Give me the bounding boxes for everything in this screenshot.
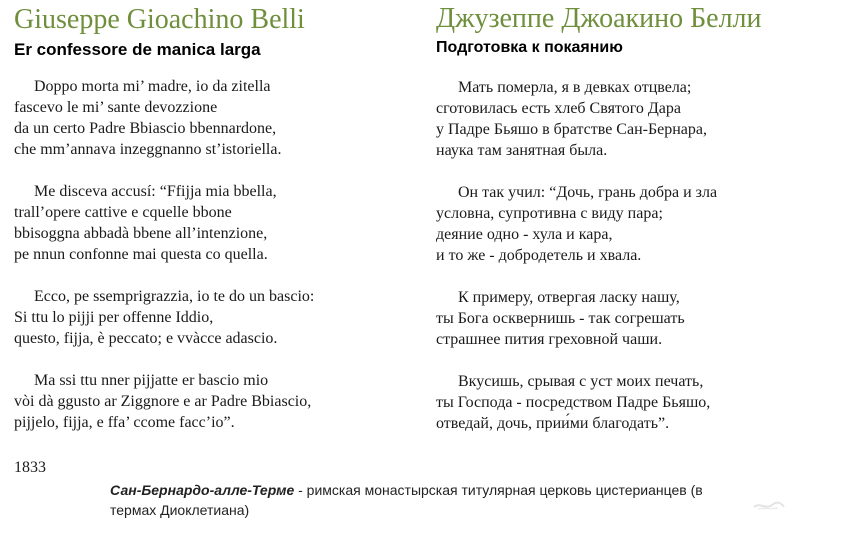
poem-line: Ma ssi ttu nner pijjatte er bascio mio — [34, 372, 269, 389]
italian-stanza-1 — [14, 76, 424, 160]
russian-stanza-4 — [436, 371, 842, 434]
italian-poet-name: Giuseppe Gioachino Belli — [14, 4, 305, 35]
poem-line: Мать померла, я в девках отцвела; — [458, 79, 692, 96]
poem-line: che mm’annava inzeggnanno st’istoriella. — [14, 141, 282, 158]
poem-line: vòi dà ggusto ar Ziggnore e ar Padre Bbiascio, — [14, 393, 312, 410]
poem-line: наука там занятная была. — [436, 142, 608, 159]
poem-line: trall’opere cattive e cquelle bbone — [14, 204, 232, 221]
footnote-term: Сан-Бернардо-алле-Терме — [110, 482, 295, 498]
poem-line: pijjelo, fijja, e ffa’ ccome facc’io”. — [14, 414, 235, 431]
footnote-text: - римская монастырская титулярная церковь цистерианцев (в термах Диоклетиана) — [110, 482, 703, 518]
russian-poem-title: Подготовка к покаянию — [436, 39, 623, 56]
poem-line: страшнее пития греховной чаши. — [436, 331, 663, 348]
poem-line: Вкусишь, срывая с уст моих печать, — [458, 373, 704, 390]
italian-column — [14, 0, 424, 433]
poem-line: деяние одно - хула и кара, — [436, 226, 613, 243]
russian-column — [436, 0, 842, 434]
poem-line: К примеру, отвергая ласку нашу, — [458, 289, 680, 306]
russian-stanza-3 — [436, 287, 842, 350]
poem-line: отведай, дочь, прии́ми благодать”. — [436, 415, 670, 432]
poem-line: у Падре Бьяшо в братстве Сан-Бернара, — [436, 121, 708, 138]
poem-line: Si ttu lo pijji per offenne Iddio, — [14, 309, 214, 326]
poem-line: Doppo morta mi’ madre, io da zitella — [34, 78, 271, 95]
italian-poem-title: Er confessore de manica larga — [14, 40, 261, 59]
poem-line: pe nnun confonne mai questa co quella. — [14, 246, 268, 263]
russian-stanza-2 — [436, 182, 842, 266]
italian-stanza-4 — [14, 370, 424, 433]
poem-line: ты Бога осквернишь - так согрешать — [436, 310, 685, 327]
poem-line: условна, супротивна с виду пара; — [436, 205, 663, 222]
poem-line: ты Господа - посредством Падре Бьяшо, — [436, 394, 711, 411]
poem-line: Ecco, pe ssemprigrazzia, io te do un bascio: — [34, 288, 315, 305]
poem-line: questo, fijja, è peccato; e vvàcce adascio. — [14, 330, 278, 347]
russian-poet-name: Джузеппе Джоакино Белли — [436, 3, 762, 34]
footnote — [110, 480, 710, 520]
poem-year: 1833 — [14, 459, 46, 476]
russian-stanza-1 — [436, 77, 842, 161]
poem-line: Me disceva accusí: “Ffijja mia bbella, — [34, 183, 277, 200]
poem-line: da un certo Padre Bbiascio bbennardone, — [14, 120, 277, 137]
russian-stanzas — [436, 77, 842, 434]
poem-line: Он так учил: “Дочь, грань добра и зла — [458, 184, 718, 201]
faint-watermark-icon — [752, 498, 786, 512]
poem-line: и то же - добродетель и хвала. — [436, 247, 642, 264]
poem-line: fascevo le mi’ sante devozzione — [14, 99, 218, 116]
poem-line: bbisoggna abbadà bbene all’intenzione, — [14, 225, 268, 242]
italian-stanzas — [14, 76, 424, 433]
italian-stanza-3 — [14, 286, 424, 349]
poem-line: сготовилась есть хлеб Святого Дара — [436, 100, 681, 117]
italian-stanza-2 — [14, 181, 424, 265]
